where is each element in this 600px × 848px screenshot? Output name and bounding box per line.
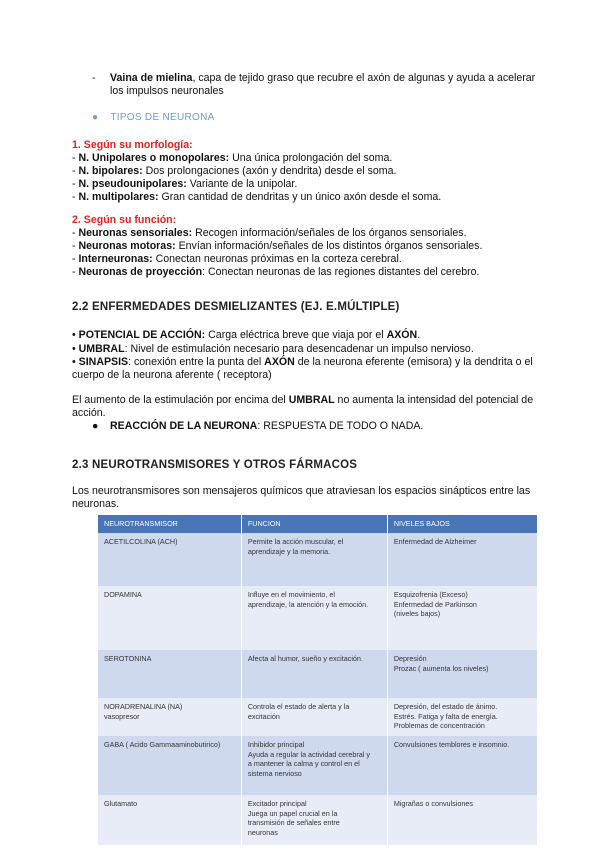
- cell-neurotransmisor: Glutamato: [98, 795, 241, 845]
- cell-funcion: Controla el estado de alerta y la excitación: [241, 698, 387, 736]
- cell-neurotransmisor: ACETILCOLINA (ACH): [98, 533, 241, 586]
- table-row: [98, 650, 538, 698]
- list-item: - N. bipolares: Dos prolongaciones (axón y dendrita) desde el soma.: [72, 165, 397, 177]
- header-neurotransmisor: NEUROTRANSMISOR: [98, 515, 241, 533]
- list-item: - N. multipolares: Gran cantidad de dendritas y un único axón desde el soma.: [72, 191, 442, 203]
- myelin-term: Vaina de mielina: [110, 72, 193, 84]
- table-row: [98, 736, 538, 795]
- tipos-heading: [92, 112, 215, 123]
- cell-niveles-bajos: Migrañas o convulsiones: [387, 795, 537, 845]
- neurotransmitter-table: [98, 515, 538, 845]
- cell-niveles-bajos: Convulsiones temblores e insomnio.: [387, 736, 537, 795]
- header-funcion: FUNCION: [241, 515, 387, 533]
- cell-niveles-bajos: Depresión, del estado de ánimo. Estrés. Fatiga y falta de energía. Problemas de concentración: [387, 698, 537, 736]
- cell-neurotransmisor: SEROTONINA: [98, 650, 241, 698]
- cell-funcion: Afecta al humor, sueño y excitación.: [241, 650, 387, 698]
- table-row: [98, 795, 538, 845]
- cell-niveles-bajos: Enfermedad de Alzheimer: [387, 533, 537, 586]
- funcion-section: [72, 214, 542, 279]
- myelin-text: , capa de tejido graso que recubre el axón de algunas y ayuda a acelerar los impulsos neuronales: [110, 72, 536, 97]
- list-item: - Neuronas motoras: Envían información/señales de los distintos órganos sensoriales.: [72, 240, 483, 252]
- cell-neurotransmisor: NORADRENALINA (NA) vasopresor: [98, 698, 241, 736]
- cell-niveles-bajos: Depresión Prozac ( aumenta los niveles): [387, 650, 537, 698]
- list-item: - Neuronas sensoriales: Recogen información/señales de los órganos sensoriales.: [72, 227, 467, 239]
- bullet-dot: ●: [92, 420, 99, 432]
- list-item: - Neuronas de proyección: Conectan neuronas de las regiones distantes del cerebro.: [72, 266, 480, 278]
- intro-paragraph: Los neurotransmisores son mensajeros químicos que atraviesan los espacios sinápticos entre las neuronas.: [72, 485, 531, 510]
- section-22-heading: 2.2 ENFERMEDADES DESMIELIZANTES (EJ. E.MÚLTIPLE): [72, 301, 400, 313]
- cell-funcion: Permite la acción muscular, el aprendizaje y la memoria.: [241, 533, 387, 586]
- cell-neurotransmisor: DOPAMINA: [98, 586, 241, 650]
- umbral-line: • UMBRAL: Nivel de estimulación necesario para desencadenar un impulso nervioso.: [72, 343, 474, 355]
- myelin-item: [92, 72, 542, 98]
- funcion-title: 2. Según su función:: [72, 214, 177, 226]
- table-row: [98, 586, 538, 650]
- bullet-dot: ●: [92, 112, 99, 123]
- cell-funcion: Inhibidor principal Ayuda a regular la actividad cerebral y a mantener la calma y control en el sistema nervioso: [241, 736, 387, 795]
- aumento-paragraph: El aumento de la estimulación por encima del UMBRAL no aumenta la intensidad del potencial de acción.: [72, 394, 534, 419]
- table-header-row: [98, 515, 538, 533]
- dash-bullet: -: [92, 72, 96, 84]
- reaccion-item: ● REACCIÓN DE LA NEURONA: RESPUESTA DE TODO O NADA.: [92, 420, 424, 432]
- sinapsis-line: • SINAPSIS: conexión entre la punta del AXÓN de la neurona eferente (emisora) y la dendrita o el cuerpo de la neurona aferente ( receptora): [72, 356, 533, 381]
- morfologia-title: 1. Según su morfología:: [72, 139, 193, 151]
- section-23-heading: 2.3 NEUROTRANSMISORES Y OTROS FÁRMACOS: [72, 459, 358, 471]
- cell-niveles-bajos: Esquizofrenia (Exceso) Enfermedad de Parkinson (niveles bajos): [387, 586, 537, 650]
- table-row: [98, 698, 538, 736]
- list-item: - Interneuronas: Conectan neuronas próximas en la corteza cerebral.: [72, 253, 402, 265]
- tipos-label: TIPOS DE NEURONA: [110, 112, 215, 123]
- cell-funcion: Excitador principal Juega un papel crucial en la transmisión de señales entre neuronas: [241, 795, 387, 845]
- table-row: [98, 533, 538, 586]
- cell-neurotransmisor: GABA ( Acido Gammaaminobutirico): [98, 736, 241, 795]
- header-niveles-bajos: NIVELES BAJOS: [387, 515, 537, 533]
- list-item: - N. pseudounipolares: Variante de la unipolar.: [72, 178, 298, 190]
- morfologia-section: [72, 139, 542, 204]
- cell-funcion: Influye en el movimiento, el aprendizaje, la atención y la emoción.: [241, 586, 387, 650]
- potencial-line: • POTENCIAL DE ACCIÓN: Carga eléctrica breve que viaja por el AXÓN.: [72, 329, 421, 341]
- list-item: - N. Unipolares o monopolares: Una única prolongación del soma.: [72, 152, 393, 164]
